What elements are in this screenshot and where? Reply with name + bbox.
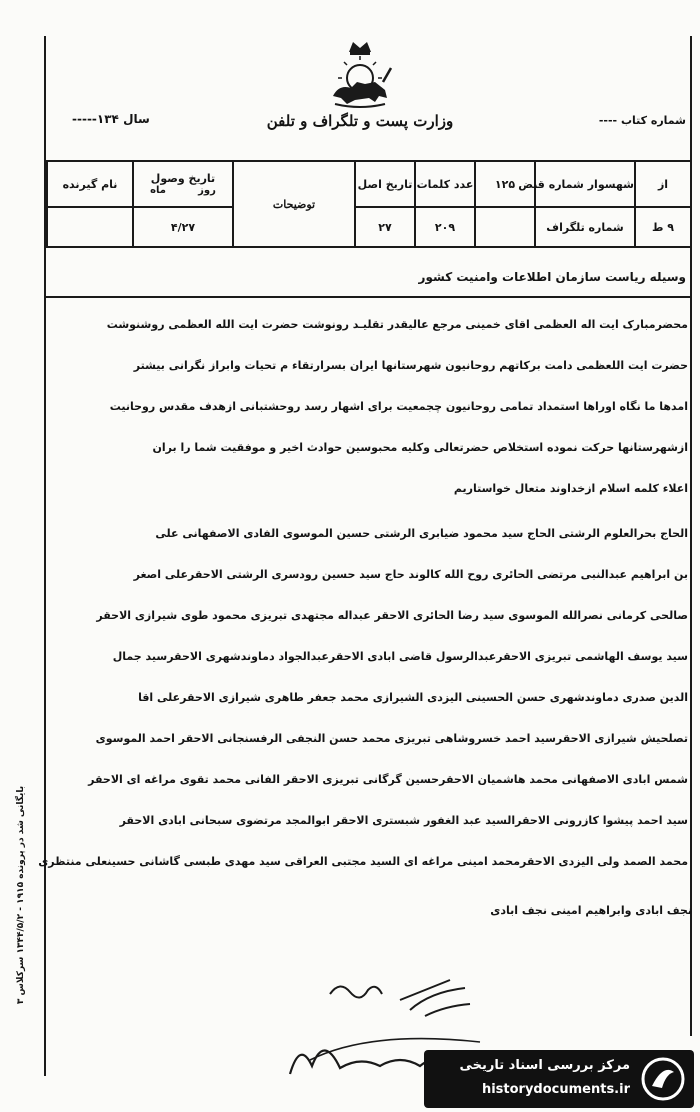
telegraph-number-label: شماره تلگراف: [546, 220, 624, 234]
watermark-title: مرکز بررسی اسناد تاریخی: [459, 1058, 630, 1073]
body-line-15: نجف ابادی وابراهیم امینی نجف ابادی: [490, 904, 692, 917]
origin-date-value: ۲۷: [378, 220, 392, 234]
from-label-cell: [635, 161, 691, 207]
body-line-8: صالحی کرمانی نصرالله الموسوی سید رضا الحائری الاحقر عبداله مجتهدی تبریزی محمود طوی شیرازی الاحقر: [96, 609, 688, 622]
telegraph-number-value: ۹ ط: [652, 220, 674, 234]
word-count-value: ۲۰۹: [434, 220, 456, 234]
word-count-label: عدد کلمات: [416, 177, 474, 191]
from-value: شهسوار: [587, 177, 634, 191]
receipt-date-value-cell: [133, 207, 233, 247]
body-line-5: اعلاء کلمه اسلام ازخداوند متعال خواستاریم: [453, 482, 688, 495]
word-count-value-cell: [415, 207, 475, 247]
receipt-number-label: شماره قبض: [518, 177, 584, 191]
month-label: ماه: [150, 185, 166, 196]
body-line-4: ازشهرستانها حرکت نموده استخلاص حضرتعالی وکلیه محبوسین حوادث اخیر و موفقیت شما را بران: [152, 441, 688, 454]
receiver-label: نام گیرنده: [62, 177, 118, 191]
archive-logo-icon: [640, 1056, 686, 1102]
origin-date-label-cell: [355, 161, 415, 207]
telegraph-number-label-cell: [535, 207, 635, 247]
watermark-url[interactable]: historydocuments.ir: [481, 1082, 630, 1097]
origin-date-value-cell: [355, 207, 415, 247]
margin-archive-note: [8, 760, 34, 1030]
origin-date-label: تاریخ اصل: [357, 177, 413, 191]
telegraph-number-value-cell: [635, 207, 691, 247]
letter-number-field: شماره کتاب ----: [598, 114, 686, 127]
body-line-1: محضرمبارک ایت اله العظمی اقای خمینی مرجع عالیقدر تقلیـد رونوشت حضرت ایت الله العظمی روشنوشت: [106, 318, 688, 331]
word-count-label-cell: [415, 161, 475, 207]
body-line-2: حضرت ایت اللعظمی دامت برکاتهم روحانیون شهرستانها ایران بسرارتقاء م تحیات وابراز نگرانی بیشتر: [133, 359, 688, 372]
description-label: توضیحات: [272, 197, 316, 211]
receipt-date-value: ۴/۲۷: [170, 220, 196, 234]
body-line-9: سید یوسف الهاشمی تبریزی الاحقرعبدالرسول قاضی ابادی الاحقرعبدالجواد دماوندشهری الاحقرسید جمال: [112, 650, 688, 663]
from-cell: [518, 161, 635, 207]
blank-cell: [475, 207, 535, 247]
body-line-6: الحاج بحرالعلوم الرشتی الحاج سید محمود ضیابری الرشتی حسین الموسوی الفادی الاصفهانی علی: [155, 527, 688, 540]
watermark-badge: [424, 1050, 694, 1108]
body-line-14: محمد الصمد ولی الیزدی الاحقرمحمد امینی مراغه ای السید مجتبی العراقی سید مهدی طبسی گاشانی حسینعلی منتظری: [38, 855, 688, 868]
ministry-title: وزارت پست و تلگراف و تلفن: [266, 112, 454, 130]
day-label: روز: [198, 185, 216, 196]
body-line-10: الدین صدری دماوندشهری حسن الحسینی الیزدی الشیرازی محمد جعفر طاهری شیرازی الاحقرعلی اقا: [138, 691, 688, 704]
from-label: از: [657, 177, 669, 191]
receipt-date-cell: [133, 161, 233, 207]
body-line-12: شمس ابادی الاصفهانی محمد هاشمیان الاحقرحسین گرگانی تبریزی الاحقر الفانی محمد تقوی مراغه ای الاحقر: [88, 773, 688, 786]
receipt-number-value: ۱۲۵: [494, 177, 516, 191]
telegram-header-table: [46, 160, 692, 248]
lion-and-sun-emblem: [325, 38, 395, 110]
body-line-3: امدها ما نگاه اوراها استمداد تمامی روحانیون چجمعیت برای اشهار رسد روحشتبانی ازهدف مقدس روحانیت: [109, 400, 688, 413]
receiver-label-cell: [47, 161, 133, 207]
description-cell: [233, 161, 355, 247]
body-line-11: تصلحیش شیرازی الاحقرسید احمد خسروشاهی تبریزی محمد حسن النجفی الرفسنجانی الاحقر احمد الموسوی: [95, 732, 688, 745]
margin-note-text: بایگانی شد در پرونده ۱۹۱۵ - ۱۳۴۴/۵/۲ سرکلاس ۳: [16, 785, 26, 1005]
body-line-7: بن ابراهیم عبدالنبی مرتضی الحائری روح الله کالوند حاج سید حسین رودسری الرشتی الاحقرعلی اصغر: [133, 568, 688, 581]
year-field: سال ۱۳۴-----: [72, 112, 150, 126]
body-line-13: سید احمد پیشوا کازرونی الاحقرالسید عبد الغفور شبستری الاحقر ابوالمجد مرتضوی سبحانی ابادی الاحقر: [119, 814, 688, 827]
separator-line: [46, 296, 690, 298]
receiver-value-cell: [47, 207, 133, 247]
receipt-date-label: تاریخ وصول: [150, 172, 216, 185]
via-line: وسیله ریاست سازمان اطلاعات وامنیت کشور: [418, 270, 686, 284]
